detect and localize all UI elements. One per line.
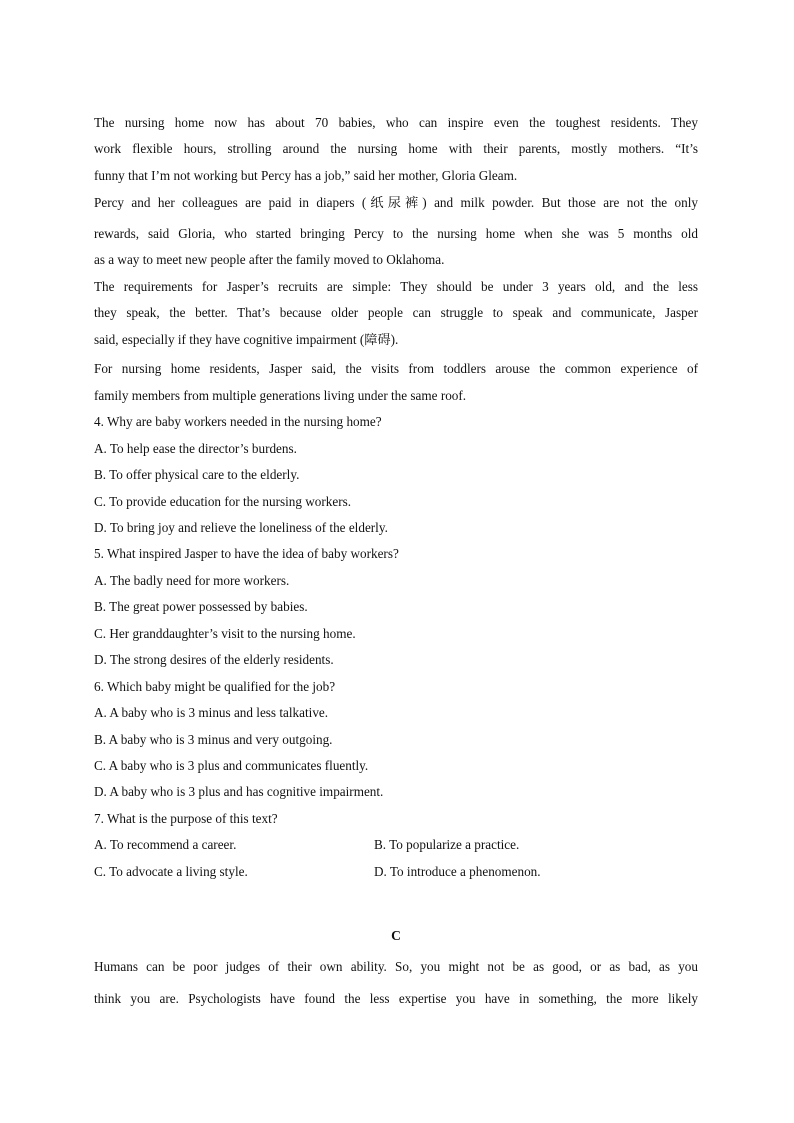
passage-b-line-7: The requirements for Jasper’s recruits are simple: They should be under 3 years old, and the less bbox=[94, 279, 698, 294]
question-5-stem: 5. What inspired Jasper to have the idea of baby workers? bbox=[94, 546, 399, 561]
question-7-option-b: B. To popularize a practice. bbox=[374, 837, 520, 852]
passage-b-line-8: they speak, the better. That’s because older people can struggle to speak and communicate, Jasper bbox=[94, 305, 698, 320]
question-6-stem: 6. Which baby might be qualified for the job? bbox=[94, 679, 336, 694]
question-5-option-c: C. Her granddaughter’s visit to the nursing home. bbox=[94, 626, 356, 641]
passage-b-line-3: funny that I’m not working but Percy has a job,” said her mother, Gloria Gleam. bbox=[94, 168, 518, 183]
passage-c-line-2: think you are. Psychologists have found the less expertise you have in something, the more likely bbox=[94, 991, 698, 1006]
passage-b-line-1: The nursing home now has about 70 babies, who can inspire even the toughest residents. They bbox=[94, 115, 698, 130]
passage-b-line-2: work flexible hours, strolling around the nursing home with their parents, mostly mothers. “It’s bbox=[94, 141, 698, 156]
passage-b-line-10: For nursing home residents, Jasper said, the visits from toddlers arouse the common experience of bbox=[94, 361, 698, 376]
passage-c-line-1: Humans can be poor judges of their own ability. So, you might not be as good, or as bad, as you bbox=[94, 959, 698, 974]
question-4-option-b: B. To offer physical care to the elderly. bbox=[94, 467, 300, 482]
question-7-option-c: C. To advocate a living style. bbox=[94, 864, 248, 879]
section-heading-c: C bbox=[391, 928, 401, 943]
question-7-stem: 7. What is the purpose of this text? bbox=[94, 811, 278, 826]
question-5-option-d: D. The strong desires of the elderly residents. bbox=[94, 652, 334, 667]
passage-b-line-4: Percy and her colleagues are paid in diapers (纸尿裤) and milk powder. But those are not the only bbox=[94, 195, 698, 210]
question-5-option-b: B. The great power possessed by babies. bbox=[94, 599, 308, 614]
question-4-option-a: A. To help ease the director’s burdens. bbox=[94, 441, 297, 456]
question-4-stem: 4. Why are baby workers needed in the nursing home? bbox=[94, 414, 382, 429]
question-6-option-a: A. A baby who is 3 minus and less talkative. bbox=[94, 705, 329, 720]
passage-b-line-9: said, especially if they have cognitive impairment (障碍). bbox=[94, 332, 399, 347]
question-4-option-d: D. To bring joy and relieve the loneliness of the elderly. bbox=[94, 520, 388, 535]
passage-b-line-11: family members from multiple generations living under the same roof. bbox=[94, 388, 467, 403]
question-6-option-d: D. A baby who is 3 plus and has cognitive impairment. bbox=[94, 784, 384, 799]
question-5-option-a: A. The badly need for more workers. bbox=[94, 573, 290, 588]
question-7-option-a: A. To recommend a career. bbox=[94, 837, 237, 852]
passage-b-line-5: rewards, said Gloria, who started bringing Percy to the nursing home when she was 5 months old bbox=[94, 226, 698, 241]
passage-b-line-6: as a way to meet new people after the family moved to Oklahoma. bbox=[94, 252, 445, 267]
question-7-option-d: D. To introduce a phenomenon. bbox=[374, 864, 541, 879]
question-6-option-c: C. A baby who is 3 plus and communicates fluently. bbox=[94, 758, 369, 773]
question-4-option-c: C. To provide education for the nursing workers. bbox=[94, 494, 352, 509]
question-6-option-b: B. A baby who is 3 minus and very outgoing. bbox=[94, 732, 333, 747]
